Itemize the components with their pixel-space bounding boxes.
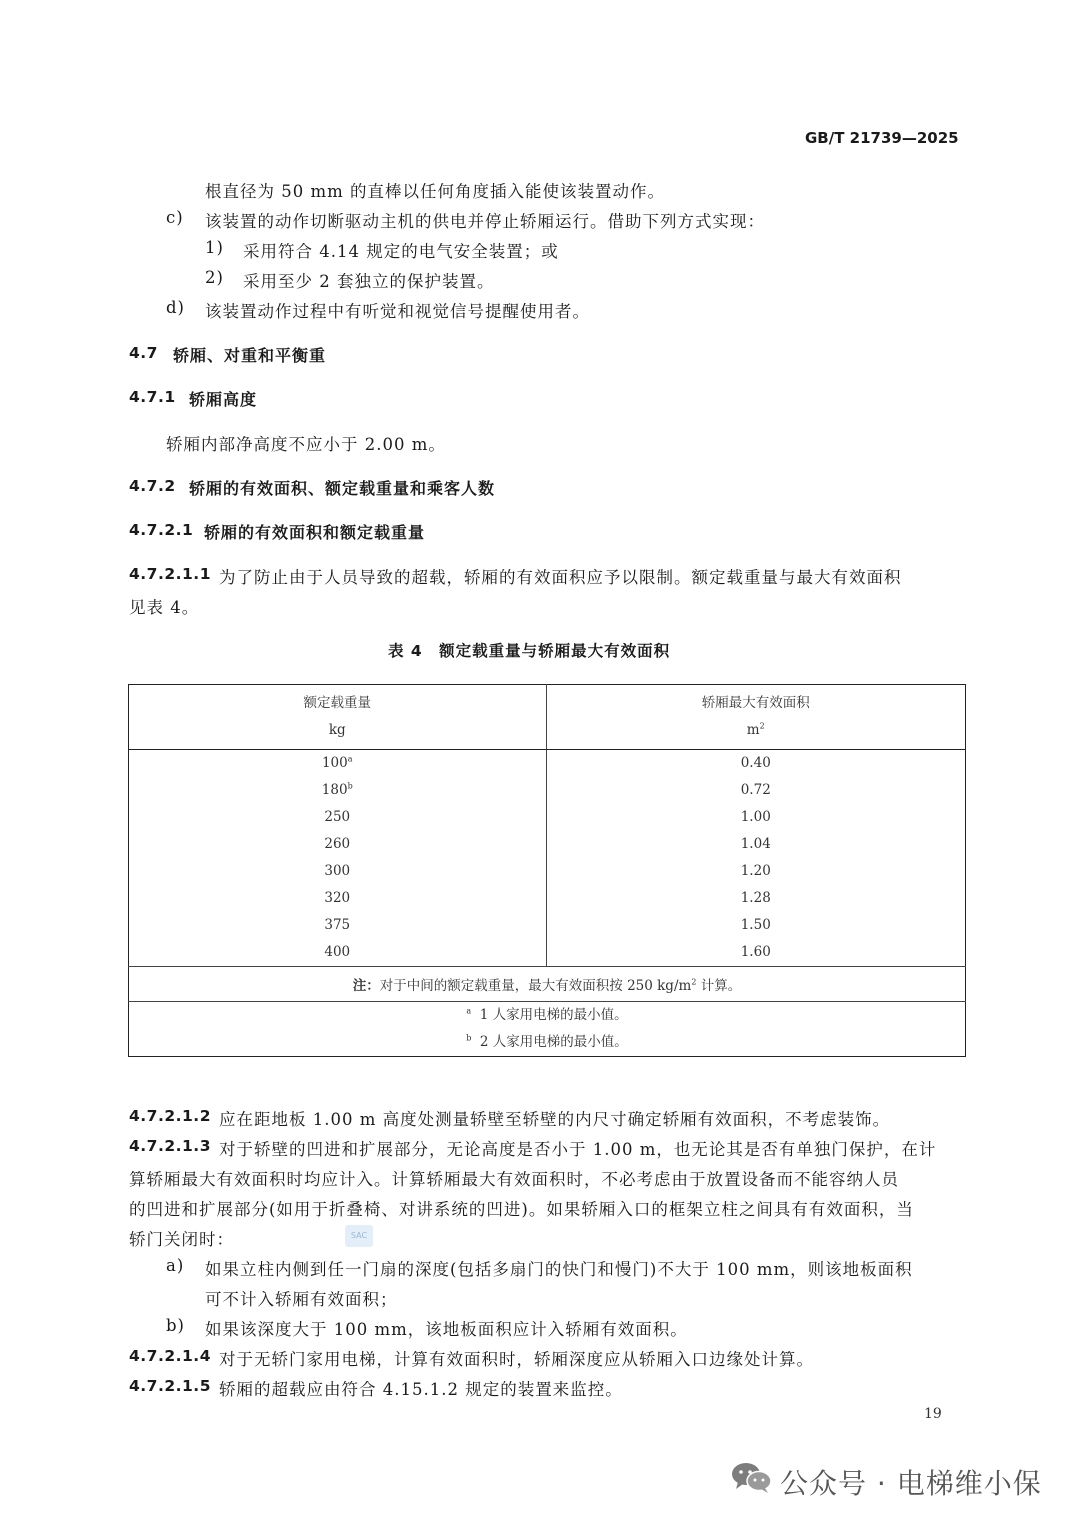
- list-marker-b: b): [166, 1316, 185, 1335]
- load-value: 400: [324, 944, 351, 960]
- table-footnote-row: [129, 1002, 966, 1057]
- section-number-4-7-1: 4.7.1: [129, 388, 176, 406]
- clause-3-line-2: 算轿厢最大有效面积时均应计入。计算轿厢最大有效面积时，不必考虑由于放置设备而不能容纳人员: [129, 1170, 899, 1189]
- clause-number-4-7-2-1-3: 4.7.2.1.3: [129, 1137, 211, 1155]
- sublist-marker-1: 1): [205, 238, 224, 257]
- area-value: 1.20: [740, 863, 771, 879]
- list-item-d: 该装置动作过程中有听觉和视觉信号提醒使用者。: [205, 302, 590, 321]
- load-value: 100$^a$: [321, 754, 353, 771]
- header-cell-load: [129, 685, 547, 750]
- table-footnotes: [129, 1002, 966, 1057]
- clause-text-4-7-2-1-5: 轿厢的超载应由符合 4.15.1.2 规定的装置来监控。: [219, 1380, 623, 1399]
- area-value: 1.00: [740, 809, 771, 825]
- load-value: 250: [324, 809, 351, 825]
- area-value: 1.28: [740, 890, 771, 906]
- list-marker-a: a): [166, 1256, 185, 1275]
- load-value: 260: [324, 836, 351, 852]
- header-load-unit: kg: [328, 722, 346, 738]
- table-header-row: [129, 685, 966, 750]
- clause-number-4-7-2-1-1: 4.7.2.1.1: [129, 565, 211, 583]
- page-number: 19: [924, 1406, 942, 1422]
- list-item-a-line-2: 可不计入轿厢有效面积；: [205, 1290, 398, 1309]
- sublist-marker-2: 2): [205, 268, 224, 287]
- clause-text-line-2: 见表 4。: [129, 598, 200, 617]
- load-value: 375: [324, 917, 351, 933]
- load-value: 320: [324, 890, 351, 906]
- sac-stamp-logo: SAC: [345, 1225, 373, 1247]
- header-area-label: 轿厢最大有效面积: [701, 695, 810, 711]
- header-area-unit: $m^2$: [746, 721, 765, 738]
- area-values-column: [546, 750, 966, 967]
- clause-text-4-7-2-1-4: 对于无轿门家用电梯，计算有效面积时，轿厢深度应从轿厢入口边缘处计算。: [219, 1350, 814, 1369]
- area-value: 0.40: [740, 755, 771, 771]
- sublist-item-1: 采用符合 4.14 规定的电气安全装置；或: [243, 242, 559, 261]
- area-value: 0.72: [740, 782, 771, 798]
- clause-3-line-4: 轿门关闭时：: [129, 1230, 234, 1249]
- section-number-4-7: 4.7: [129, 344, 158, 362]
- clause-number-4-7-2-1-2: 4.7.2.1.2: [129, 1107, 211, 1125]
- list-item-b: 如果该深度大于 100 mm，该地板面积应计入轿厢有效面积。: [205, 1320, 688, 1339]
- load-area-table: [128, 684, 966, 1057]
- section-number-4-7-2: 4.7.2: [129, 477, 176, 495]
- area-value: 1.04: [740, 836, 771, 852]
- clause-3-line-3: 的凹进和扩展部分(如用于折叠椅、对讲系统的凹进)。如果轿厢入口的框架立柱之间具有有效面积，当: [129, 1200, 914, 1219]
- clause-text-line-1: 为了防止由于人员导致的超载，轿厢的有效面积应予以限制。额定载重量与最大有效面积: [219, 568, 902, 587]
- area-value: 1.60: [740, 944, 771, 960]
- standard-number: GB/T 21739—2025: [805, 129, 959, 147]
- clause-3-line-1: 对于轿壁的凹进和扩展部分，无论高度是否小于 1.00 m，也无论其是否有单独门保护，在计: [219, 1140, 937, 1159]
- clause-text-4-7-2-1-2: 应在距地板 1.00 m 高度处测量轿壁至轿壁的内尺寸确定轿厢有效面积，不考虑装饰。: [219, 1110, 891, 1129]
- load-value: 300: [324, 863, 351, 879]
- continuation-line: 根直径为 50 mm 的直棒以任何角度插入能使该装置动作。: [205, 182, 666, 201]
- section-title-4-7-2: 轿厢的有效面积、额定载重量和乘客人数: [189, 479, 496, 498]
- list-marker-c: c): [166, 208, 184, 227]
- clause-number-4-7-2-1-5: 4.7.2.1.5: [129, 1377, 211, 1395]
- header-load-label: 额定载重量: [303, 695, 371, 711]
- section-body-4-7-1: 轿厢内部净高度不应小于 2.00 m。: [166, 435, 446, 454]
- sublist-item-2: 采用至少 2 套独立的保护装置。: [243, 272, 495, 291]
- list-item-a-line-1: 如果立柱内侧到任一门扇的深度(包括多扇门的快门和慢门)不大于 100 mm，则该地板面积: [205, 1260, 913, 1279]
- area-value: 1.50: [740, 917, 771, 933]
- section-title-4-7-2-1: 轿厢的有效面积和额定载重量: [204, 523, 426, 542]
- list-item-c: 该装置的动作切断驱动主机的供电并停止轿厢运行。借助下列方式实现：: [205, 212, 765, 231]
- load-values-column: [129, 750, 547, 967]
- table-caption: 表 4 额定载重量与轿厢最大有效面积: [388, 642, 671, 660]
- section-title-4-7-1: 轿厢高度: [189, 390, 258, 409]
- section-number-4-7-2-1: 4.7.2.1: [129, 521, 194, 539]
- clause-number-4-7-2-1-4: 4.7.2.1.4: [129, 1347, 211, 1365]
- table-note: 注：对于中间的额定载重量，最大有效面积按 250 $kg/m^2$ 计算。: [129, 967, 966, 1002]
- table-body-row: [129, 750, 966, 967]
- footnote-b: $^b$ 2 人家用电梯的最小值。: [466, 1033, 628, 1050]
- load-value: 180$^b$: [321, 781, 353, 798]
- watermark-text: 公众号 · 电梯维小保: [780, 1467, 1042, 1500]
- section-title-4-7: 轿厢、对重和平衡重: [173, 346, 327, 365]
- table-note-row: [129, 967, 966, 1002]
- header-cell-area: [546, 685, 966, 750]
- wechat-icon: [730, 1460, 774, 1494]
- footnote-a: $^a$ 1 人家用电梯的最小值。: [466, 1006, 628, 1023]
- list-marker-d: d): [166, 298, 185, 317]
